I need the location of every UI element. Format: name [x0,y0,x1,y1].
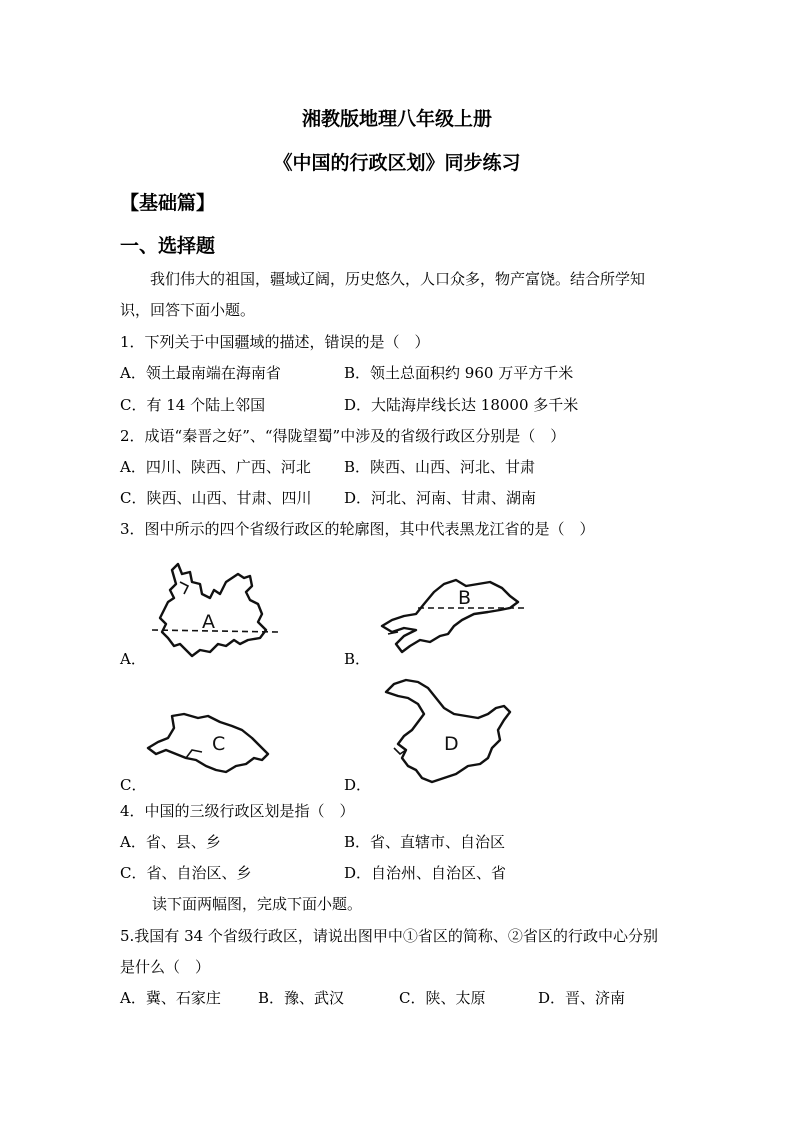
question-1-option-b: B．领土总面积约 960 万平方千米 [344,364,574,382]
question-2-stem: 2．成语“秦晋之好”、“得陇望蜀”中涉及的省级行政区分别是（ ） [120,427,566,445]
question-5-option-d: D．晋、济南 [538,989,626,1007]
question-2-option-a: A．四川、陕西、广西、河北 [120,458,311,476]
province-outline-a-map [150,560,285,660]
map-a-label: A [202,611,215,633]
read-figures-intro: 读下面两幅图，完成下面小题。 [152,895,363,913]
section-choice-heading: 一、选择题 [120,235,216,257]
question-5-option-c: C．陕、太原 [399,989,486,1007]
map-d-label: D [444,733,459,755]
map-b-label: B [458,587,472,609]
question-4-option-b: B．省、直辖市、自治区 [344,833,506,851]
province-outline-c-map [146,710,276,776]
question-4-stem: 4．中国的三级行政区划是指（ ） [120,802,355,820]
question-5-stem-line-2: 是什么（ ） [120,958,211,976]
document-title: 湘教版地理八年级上册 [301,108,492,130]
question-1-stem: 1．下列关于中国疆域的描述，错误的是（ ） [120,333,430,351]
question-2-option-b: B．陕西、山西、河北、甘肃 [344,458,536,476]
question-3-stem: 3．图中所示的四个省级行政区的轮廓图，其中代表黑龙江省的是（ ） [120,520,595,538]
question-3-option-d: D． [344,776,372,794]
question-5-stem-line-1: 5.我国有 34 个省级行政区，请说出图甲中①省区的简称、②省区的行政中心分别 [120,927,658,945]
question-3-option-a: A． [120,650,146,668]
question-4-option-d: D．自治州、自治区、省 [344,864,507,882]
question-3-option-c: C． [120,776,147,794]
question-5-option-b: B．豫、武汉 [258,989,345,1007]
document-subtitle: 《中国的行政区划》同步练习 [273,152,521,174]
question-1-option-c: C．有 14 个陆上邻国 [120,396,266,414]
question-1-option-d: D．大陆海岸线长达 18000 多千米 [344,396,579,414]
province-outline-d-map [380,678,520,788]
question-1-option-a: A．领土最南端在海南省 [120,364,281,382]
question-4-option-c: C．省、自治区、乡 [120,864,252,882]
section-basic-heading: 【基础篇】 [120,192,216,214]
intro-line-1: 我们伟大的祖国，疆域辽阔，历史悠久，人口众多，物产富饶。结合所学知 [150,270,646,288]
question-2-option-d: D．河北、河南、甘肃、湖南 [344,489,537,507]
question-3-option-b: B． [344,650,371,668]
map-c-label: C [212,733,226,755]
question-4-option-a: A．省、县、乡 [120,833,221,851]
province-outline-b-map [378,574,528,654]
question-5-option-a: A．冀、石家庄 [120,989,221,1007]
question-2-option-c: C．陕西、山西、甘肃、四川 [120,489,312,507]
intro-line-2: 识，回答下面小题。 [120,301,256,319]
